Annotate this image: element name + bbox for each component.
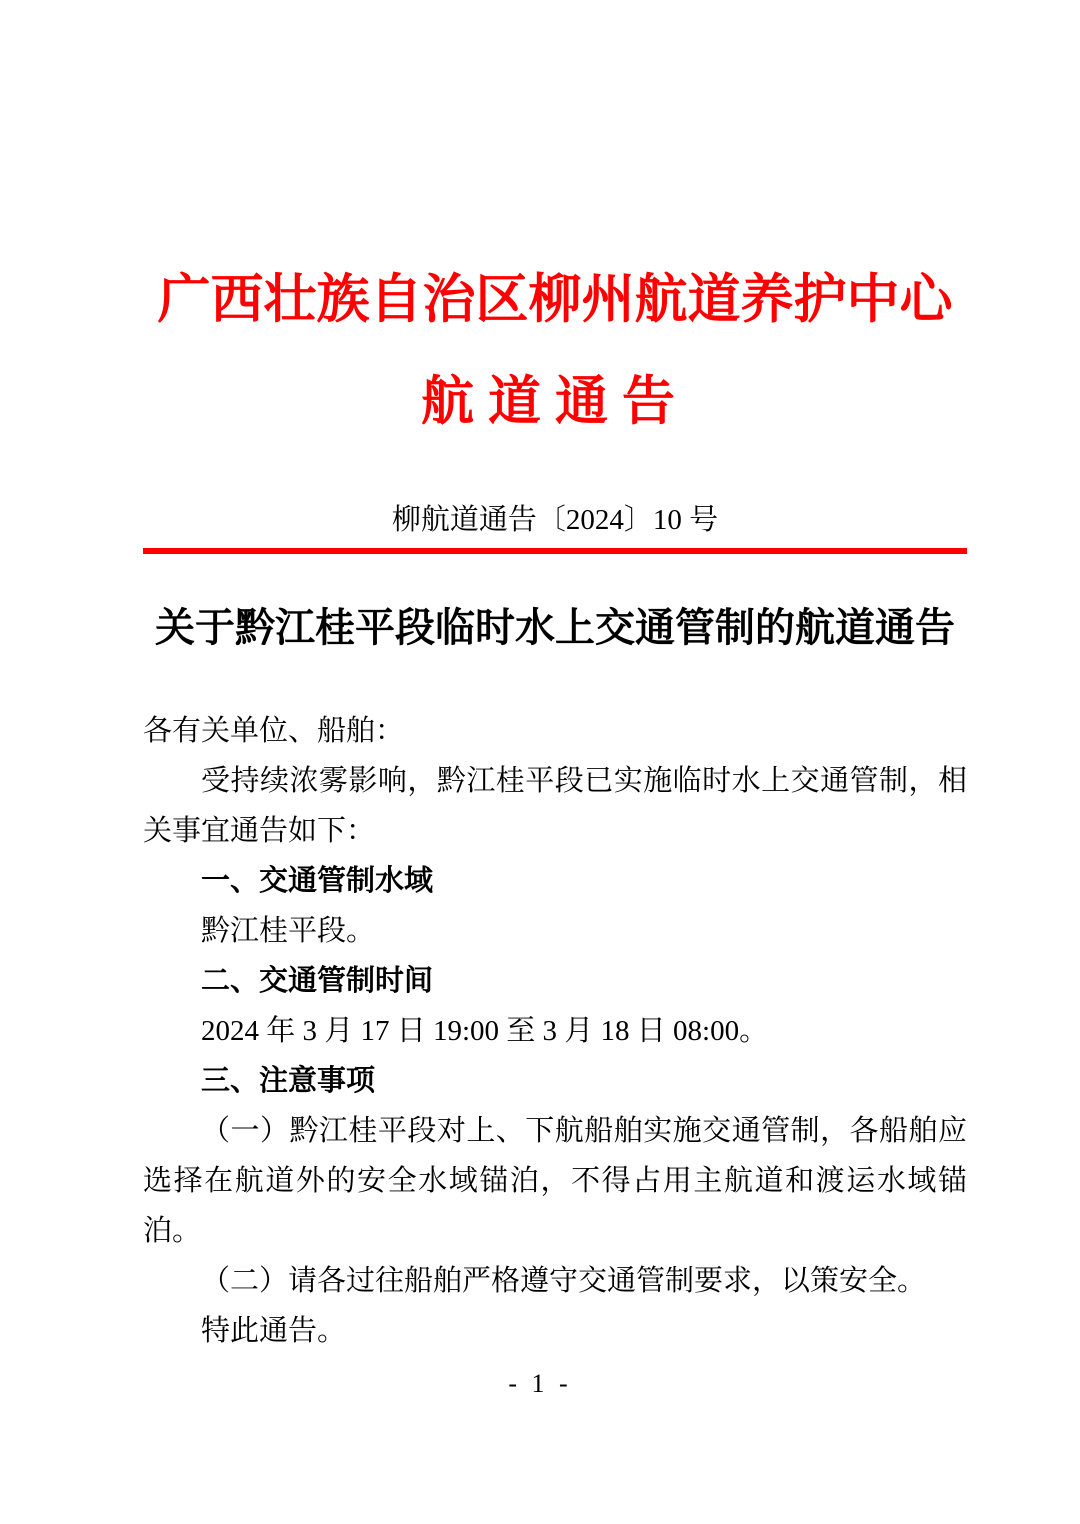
- salutation-line: 各有关单位、船舶：: [143, 715, 405, 747]
- note-1-line-2: 选择在航道外的安全水域锚泊，不得占用主航道和渡运水域锚: [143, 1165, 967, 1197]
- notice-title: 关于黔江桂平段临时水上交通管制的航道通告: [155, 605, 955, 650]
- section-3-heading: 三、注意事项: [201, 1065, 376, 1097]
- notice-body: [143, 706, 967, 1356]
- page-number: - 1 -: [508, 1369, 572, 1398]
- intro-line-1: 受持续浓雾影响，黔江桂平段已实施临时水上交通管制，相: [201, 765, 967, 797]
- doc-type-title: 航道通告: [421, 373, 689, 431]
- note-2-line: （二）请各过往船舶严格遵守交通管制要求，以策安全。: [201, 1265, 927, 1297]
- section-2-content: 2024 年 3 月 17 日 19:00 至 3 月 18 日 08:00。: [201, 1015, 769, 1047]
- intro-line-2: 关事宜通告如下：: [143, 815, 376, 847]
- red-divider-line: [143, 548, 967, 554]
- section-2-heading: 二、交通管制时间: [201, 965, 434, 997]
- doc-number: 柳航道通告〔2024〕10 号: [391, 504, 719, 536]
- section-1-content: 黔江桂平段。: [201, 915, 376, 947]
- closing-line: 特此通告。: [201, 1315, 347, 1347]
- section-1-heading: 一、交通管制水域: [201, 865, 434, 897]
- org-title: 广西壮族自治区柳州航道养护中心: [157, 271, 953, 329]
- note-1-line-3: 泊。: [143, 1215, 202, 1247]
- note-1-line-1: （一）黔江桂平段对上、下航船舶实施交通管制，各船舶应: [201, 1115, 967, 1147]
- document-content-column: [143, 0, 967, 1524]
